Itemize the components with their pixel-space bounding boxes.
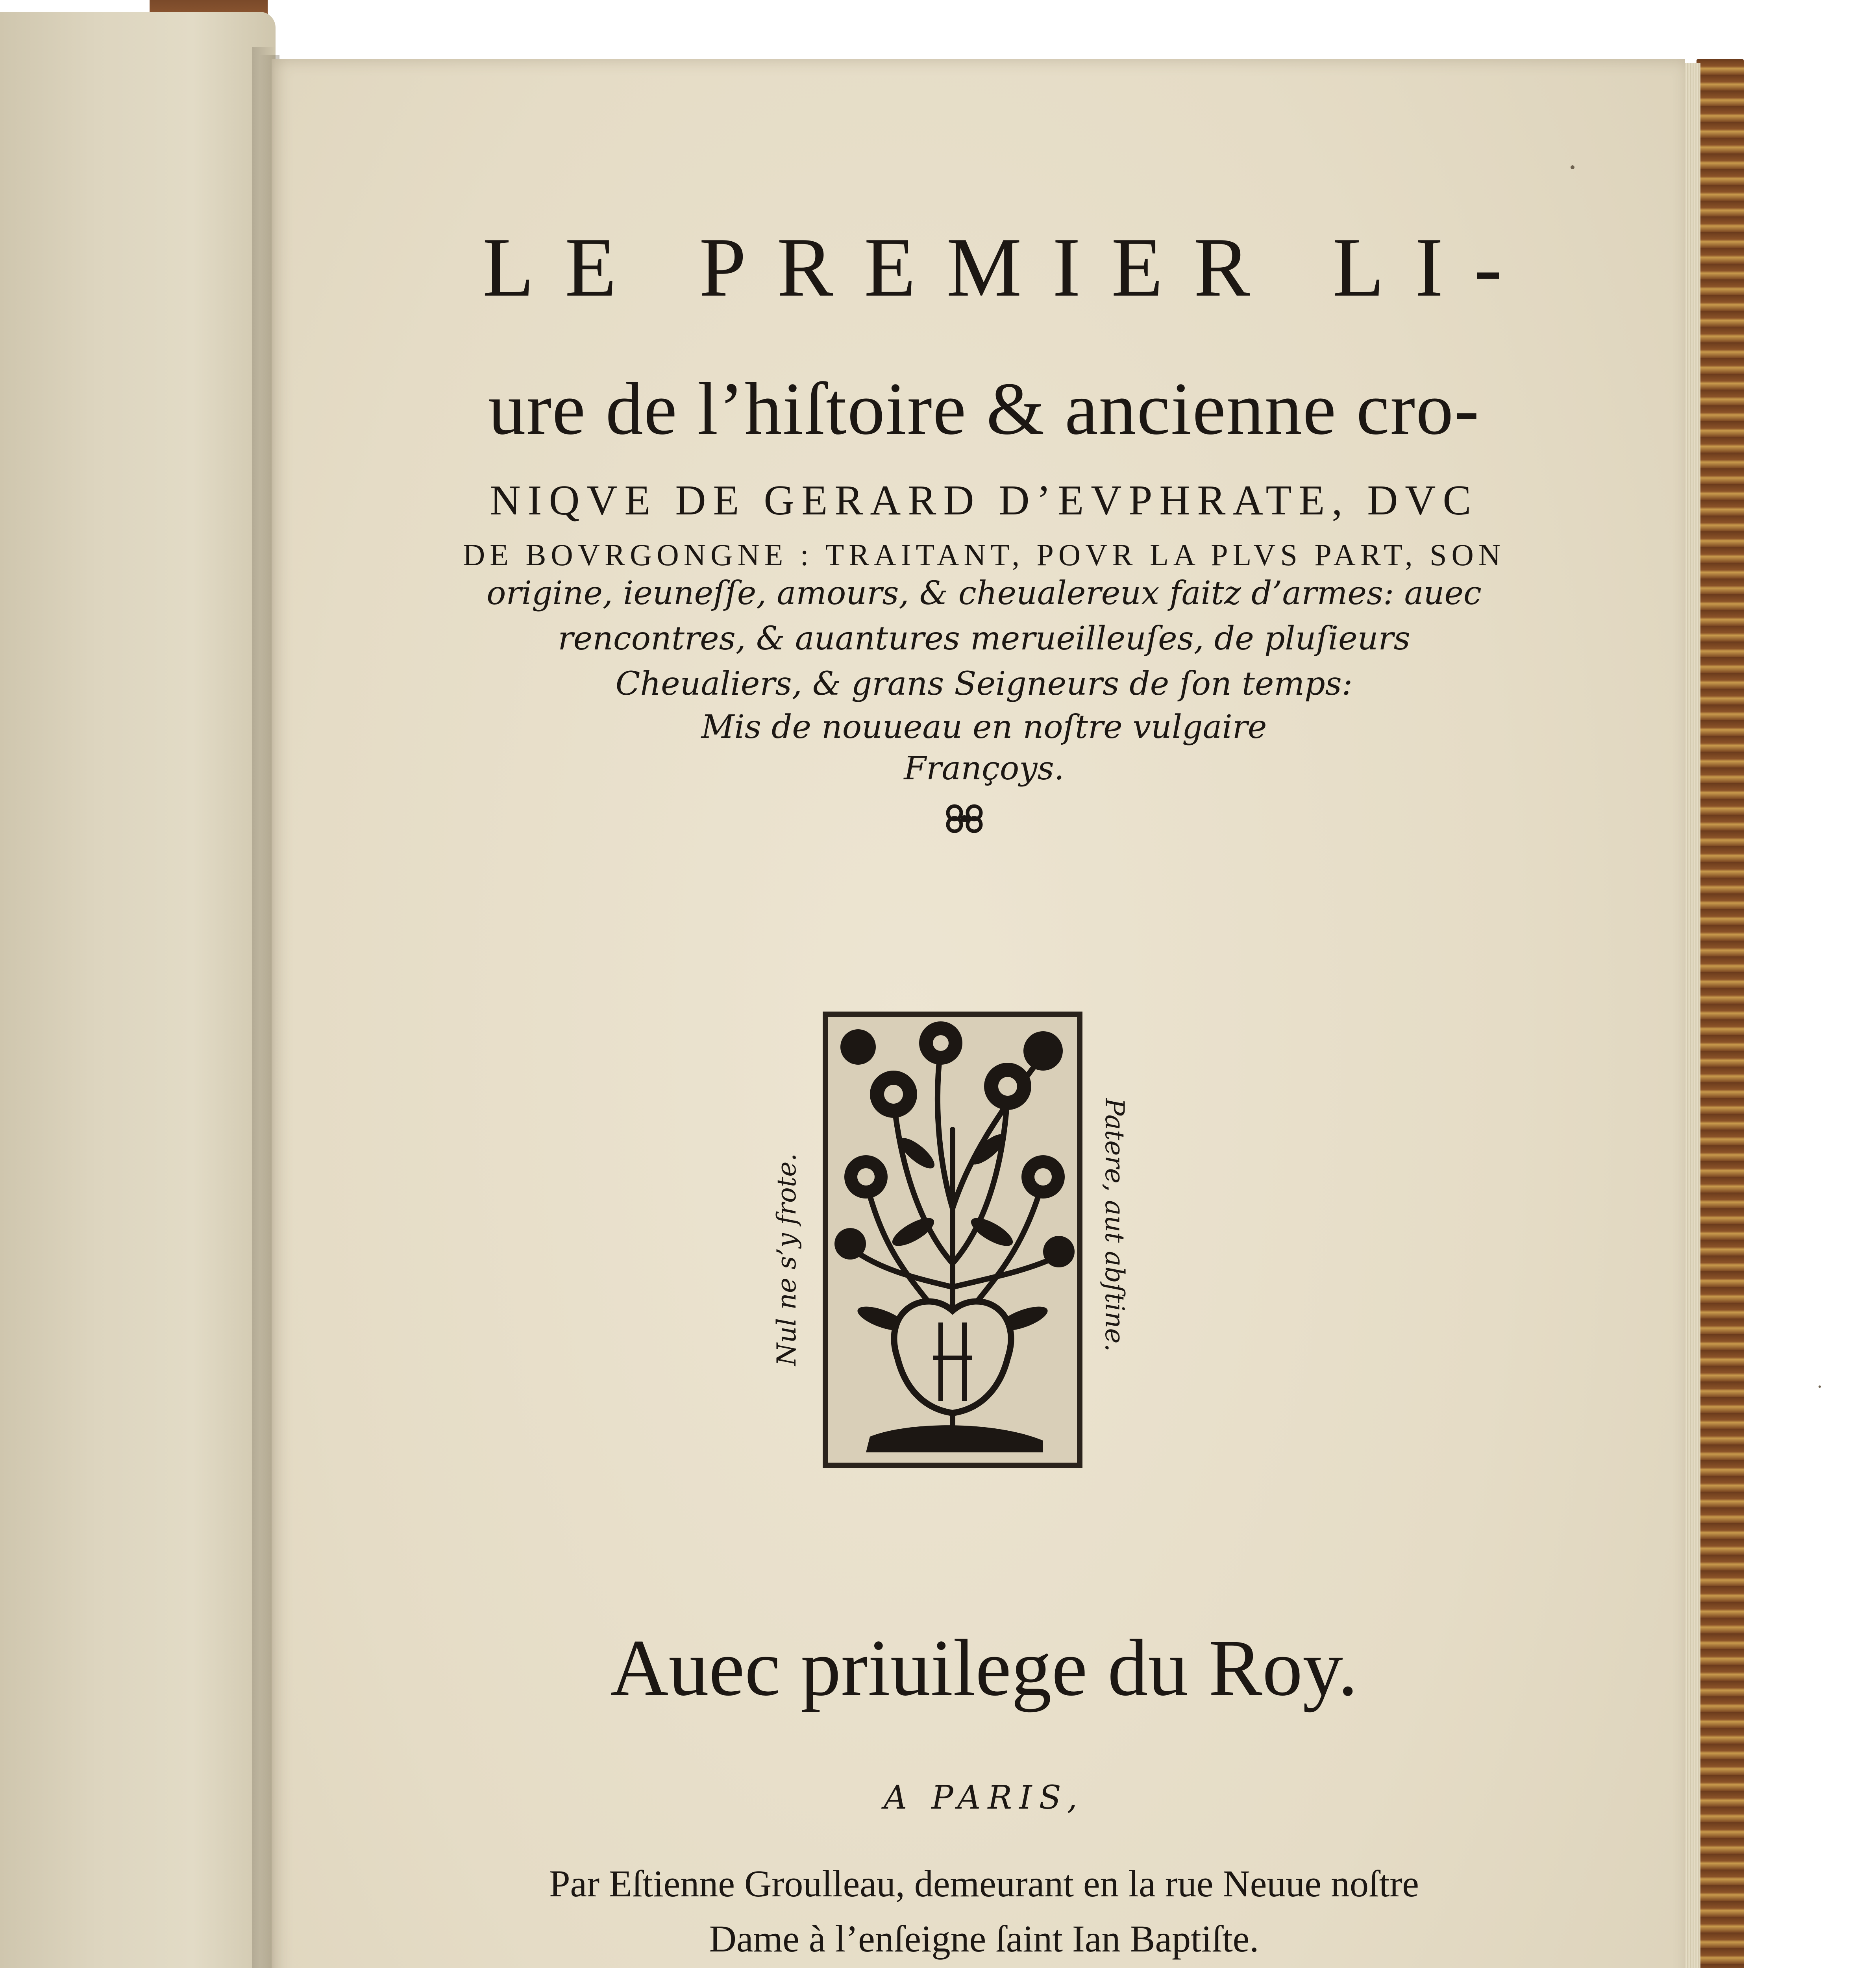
title-line-5: origine, ieuneſſe, amours, & cheualereux faitz d’armes: auec bbox=[487, 575, 1482, 612]
paper-speck bbox=[1571, 165, 1574, 169]
title-line-1: LE PREMIER LI- bbox=[482, 220, 1533, 314]
title-line-8: Mis de nouueau en noſtre vulgaire bbox=[701, 708, 1267, 746]
left-flyleaf bbox=[0, 12, 276, 1968]
title-line-7: Cheualiers, & grans Seigneurs de ſon temps: bbox=[615, 665, 1353, 703]
title-line-2: ure de l’hiſtoire & ancienne cro- bbox=[488, 368, 1480, 450]
paper-speck bbox=[1819, 1385, 1821, 1388]
device-motto-right: Patere, aut abſtine. bbox=[1099, 1098, 1130, 1352]
printers-device-woodcut bbox=[823, 1012, 1082, 1468]
gilt-binding-edge bbox=[1697, 59, 1744, 1968]
fleuron-ornament bbox=[937, 803, 992, 834]
title-line-6: rencontres, & auantures merueilleuſes, de pluſieurs bbox=[558, 620, 1410, 657]
title-line-4: DE BOVRGONGNE : TRAITANT, POVR LA PLVS PART, SON bbox=[463, 538, 1506, 572]
place-of-printing: A PARIS, bbox=[884, 1779, 1084, 1816]
title-line-9: Françoys. bbox=[904, 750, 1064, 787]
printer-line-1: Par Eſtienne Groulleau, demeurant en la rue Neuue noſtre bbox=[549, 1863, 1419, 1905]
printer-line-2: Dame à l’enſeigne ſaint Ian Baptiſte. bbox=[709, 1918, 1259, 1960]
title-line-3: NIQVE DE GERARD D’EVPHRATE, DVC bbox=[490, 477, 1478, 524]
gutter-shadow bbox=[252, 47, 276, 1968]
privilege-line: Auec priuilege du Roy. bbox=[610, 1623, 1358, 1713]
device-motto-left: Nul ne s’y frote. bbox=[771, 1153, 802, 1366]
